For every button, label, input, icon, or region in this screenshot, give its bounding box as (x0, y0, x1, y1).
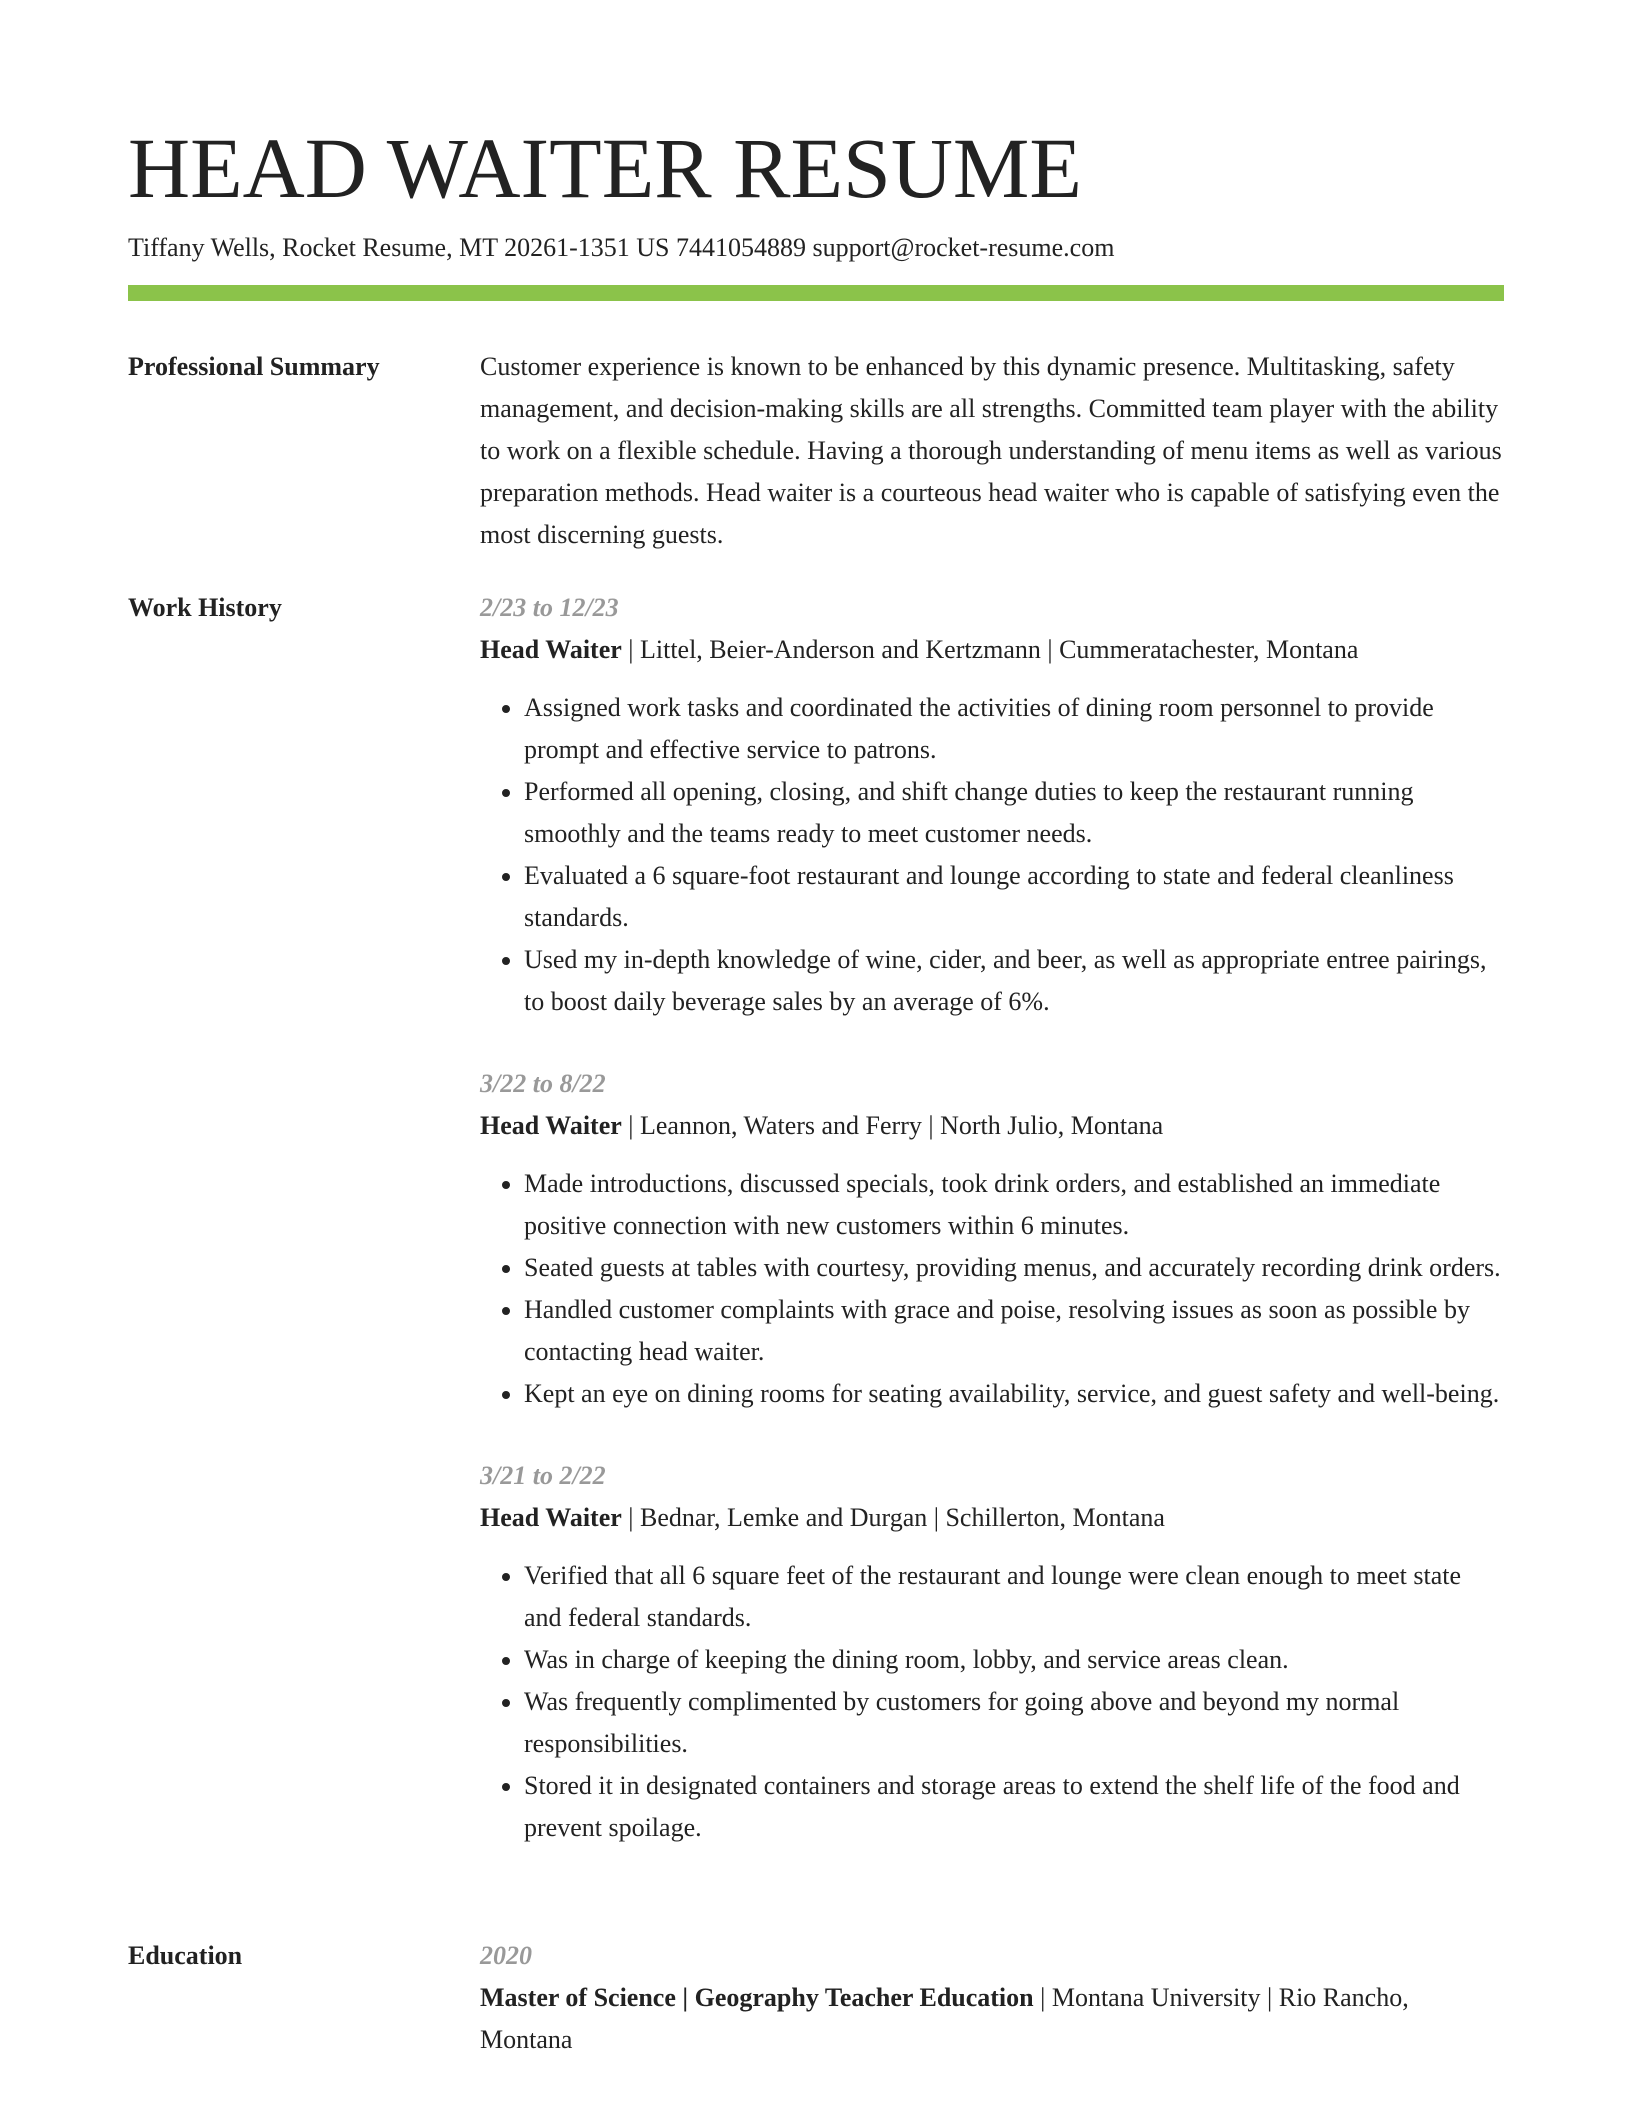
job-title: Head Waiter (480, 635, 622, 664)
bullet-item: • Made introductions, discussed specials, took drink orders, and established an immediate positive connection with new customers within 6 minutes. (524, 1163, 1504, 1247)
job-details: | Leannon, Waters and Ferry | North Julio, Montana (621, 1111, 1164, 1140)
job-heading (480, 629, 1504, 671)
page-title: HEAD WAITER RESUME (128, 120, 1082, 216)
summary-label: Professional Summary (128, 352, 380, 381)
education-body (480, 1935, 1504, 2061)
summary-body (480, 346, 1504, 556)
bullet-item: • Was in charge of keeping the dining room, lobby, and service areas clean. (524, 1639, 1504, 1681)
bullet-item: • Performed all opening, closing, and shift change duties to keep the restaurant running smoothly and the teams ready to meet customer needs. (524, 771, 1504, 855)
bullet-item: • Was frequently complimented by customers for going above and beyond my normal responsibilities. (524, 1681, 1504, 1765)
job-title: Head Waiter (480, 1503, 622, 1532)
job-bullets (480, 687, 1504, 1023)
bullet-item: • Handled customer complaints with grace and poise, resolving issues as soon as possible by contacting head waiter. (524, 1289, 1504, 1373)
bullet-item: • Used my in-depth knowledge of wine, cider, and beer, as well as appropriate entree pairings, to boost daily beverage sales by an average of 6%. (524, 939, 1504, 1023)
bullet-item: • Kept an eye on dining rooms for seating availability, service, and guest safety and well-being. (524, 1373, 1504, 1415)
job-entry (480, 1063, 1504, 1415)
bullet-item: • Stored it in designated containers and storage areas to extend the shelf life of the food and prevent spoilage. (524, 1765, 1504, 1849)
work-history-label: Work History (128, 593, 282, 622)
job-details: | Bednar, Lemke and Durgan | Schillerton, Montana (621, 1503, 1165, 1532)
job-entry (480, 587, 1504, 1023)
bullet-item: • Evaluated a 6 square-foot restaurant and lounge according to state and federal cleanliness standards. (524, 855, 1504, 939)
job-dates: 2/23 to 12/23 (480, 593, 619, 622)
bullet-item: • Verified that all 6 square feet of the restaurant and lounge were clean enough to meet state and federal standards. (524, 1555, 1504, 1639)
bullet-item: • Assigned work tasks and coordinated the activities of dining room personnel to provide prompt and effective service to patrons. (524, 687, 1504, 771)
job-dates: 3/21 to 2/22 (480, 1461, 606, 1490)
education-year: 2020 (480, 1941, 532, 1970)
job-heading (480, 1497, 1504, 1539)
job-heading (480, 1105, 1504, 1147)
job-entry (480, 1455, 1504, 1849)
bullet-item: • Seated guests at tables with courtesy, providing menus, and accurately recording drink orders. (524, 1247, 1504, 1289)
job-bullets (480, 1163, 1504, 1415)
summary-text: Customer experience is known to be enhanced by this dynamic presence. Multitasking, safety management, and decision-making skills are all strengths. Committed team player with the ability to work on a flexible schedule. Having a thorough understanding of menu items as well as various preparation methods. Head waiter is a courteous head waiter who is capable of satisfying even the most discerning guests. (480, 352, 1502, 549)
accent-divider (128, 285, 1504, 301)
contact-info: Tiffany Wells, Rocket Resume, MT 20261-1351 US 7441054889 support@rocket-resume.com (128, 233, 1115, 262)
education-heading (480, 1977, 1504, 2061)
education-details: | Montana University | Rio Rancho, Montana (480, 1983, 1409, 2054)
education-label: Education (128, 1941, 243, 1970)
job-details: | Littel, Beier-Anderson and Kertzmann | Cummeratachester, Montana (621, 635, 1359, 664)
job-dates: 3/22 to 8/22 (480, 1069, 606, 1098)
work-history-body (480, 587, 1504, 1849)
degree-title: Master of Science | Geography Teacher Education (480, 1983, 1034, 2012)
job-title: Head Waiter (480, 1111, 622, 1140)
job-bullets (480, 1555, 1504, 1849)
